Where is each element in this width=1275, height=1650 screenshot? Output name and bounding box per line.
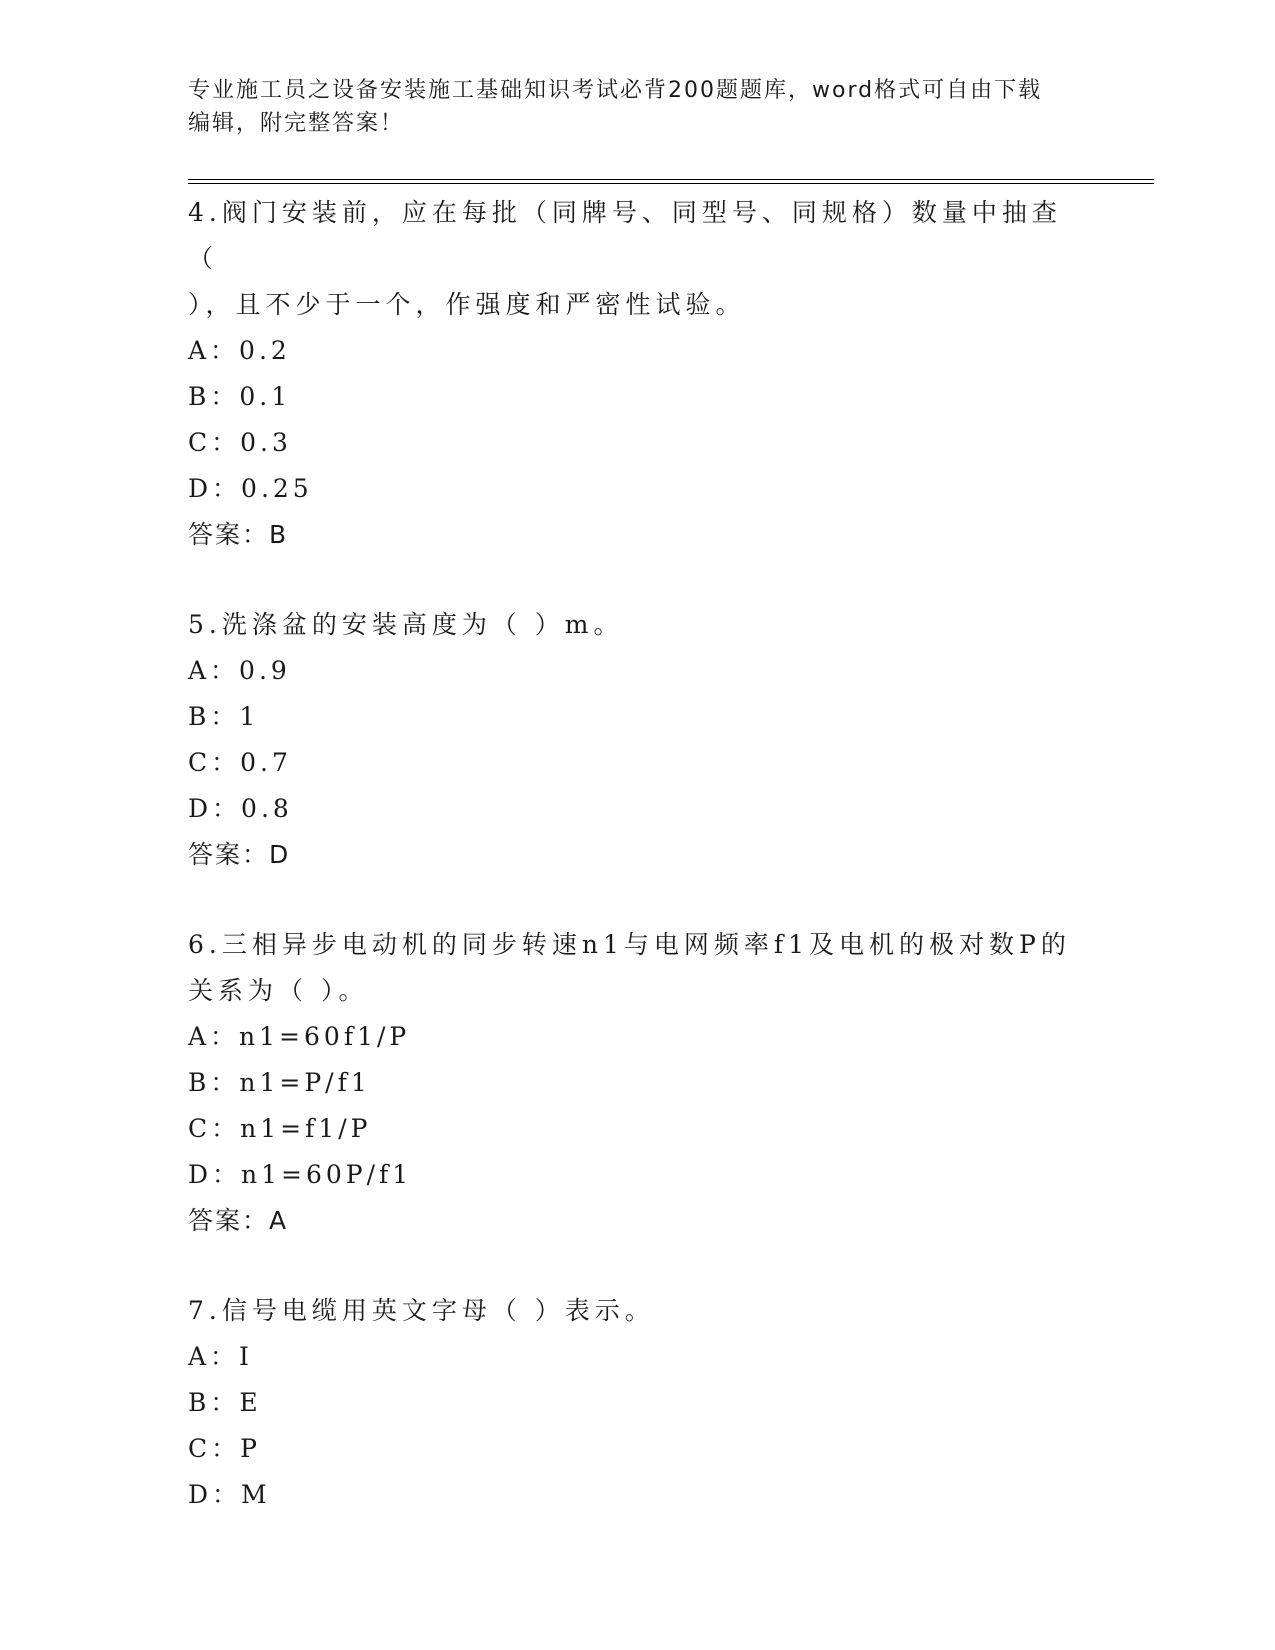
question-list — [188, 190, 1088, 1562]
question-6-option-d: D：n1=60P/f1 — [188, 1160, 413, 1189]
question-7 — [188, 1288, 1088, 1518]
question-6-answer: 答案：A — [188, 1206, 289, 1235]
question-4 — [188, 190, 1088, 558]
question-4-option-d: D：0.25 — [188, 474, 313, 503]
question-5-option-b: B：1 — [188, 702, 260, 731]
header-line-2: 编辑，附完整答案！ — [188, 111, 405, 136]
question-7-text: 7.信号电缆用英文字母（ ）表示。 — [188, 1296, 655, 1325]
question-6 — [188, 922, 1088, 1244]
question-5-answer: 答案：D — [188, 840, 291, 869]
question-7-option-b: B：E — [188, 1388, 262, 1417]
question-6-option-c: C：n1=f1/P — [188, 1114, 372, 1143]
question-5-option-c: C：0.7 — [188, 748, 292, 777]
question-6-option-b: B：n1=P/f1 — [188, 1068, 371, 1097]
question-5-option-d: D：0.8 — [188, 794, 293, 823]
question-4-answer: 答案：B — [188, 520, 289, 549]
question-7-option-c: C：P — [188, 1434, 261, 1463]
question-7-option-a: A：I — [188, 1342, 253, 1371]
question-4-option-b: B：0.1 — [188, 382, 292, 411]
question-4-text-line-1: 4.阀门安装前，应在每批（同牌号、同型号、同规格）数量中抽查（ — [188, 198, 1062, 273]
question-4-option-c: C：0.3 — [188, 428, 292, 457]
question-6-text-line-2: 关系为（ ）。 — [188, 976, 369, 1005]
question-5-option-a: A：0.9 — [188, 656, 291, 685]
question-5-text: 5.洗涤盆的安装高度为（ ）m。 — [188, 610, 624, 639]
question-6-text-line-1: 6.三相异步电动机的同步转速n1与电网频率f1及电机的极对数P的 — [188, 930, 1071, 959]
question-7-option-d: D：M — [188, 1480, 271, 1509]
question-4-text-line-2: ），且不少于一个，作强度和严密性试验。 — [188, 290, 746, 319]
header-divider-top — [188, 179, 1154, 180]
question-5 — [188, 602, 1088, 878]
header-divider-bottom — [188, 183, 1154, 184]
question-6-option-a: A：n1=60f1/P — [188, 1022, 411, 1051]
document-header — [188, 74, 1088, 140]
question-4-option-a: A：0.2 — [188, 336, 291, 365]
header-line-1: 专业施工员之设备安装施工基础知识考试必背200题题库，word格式可自由下载 — [188, 78, 1043, 103]
